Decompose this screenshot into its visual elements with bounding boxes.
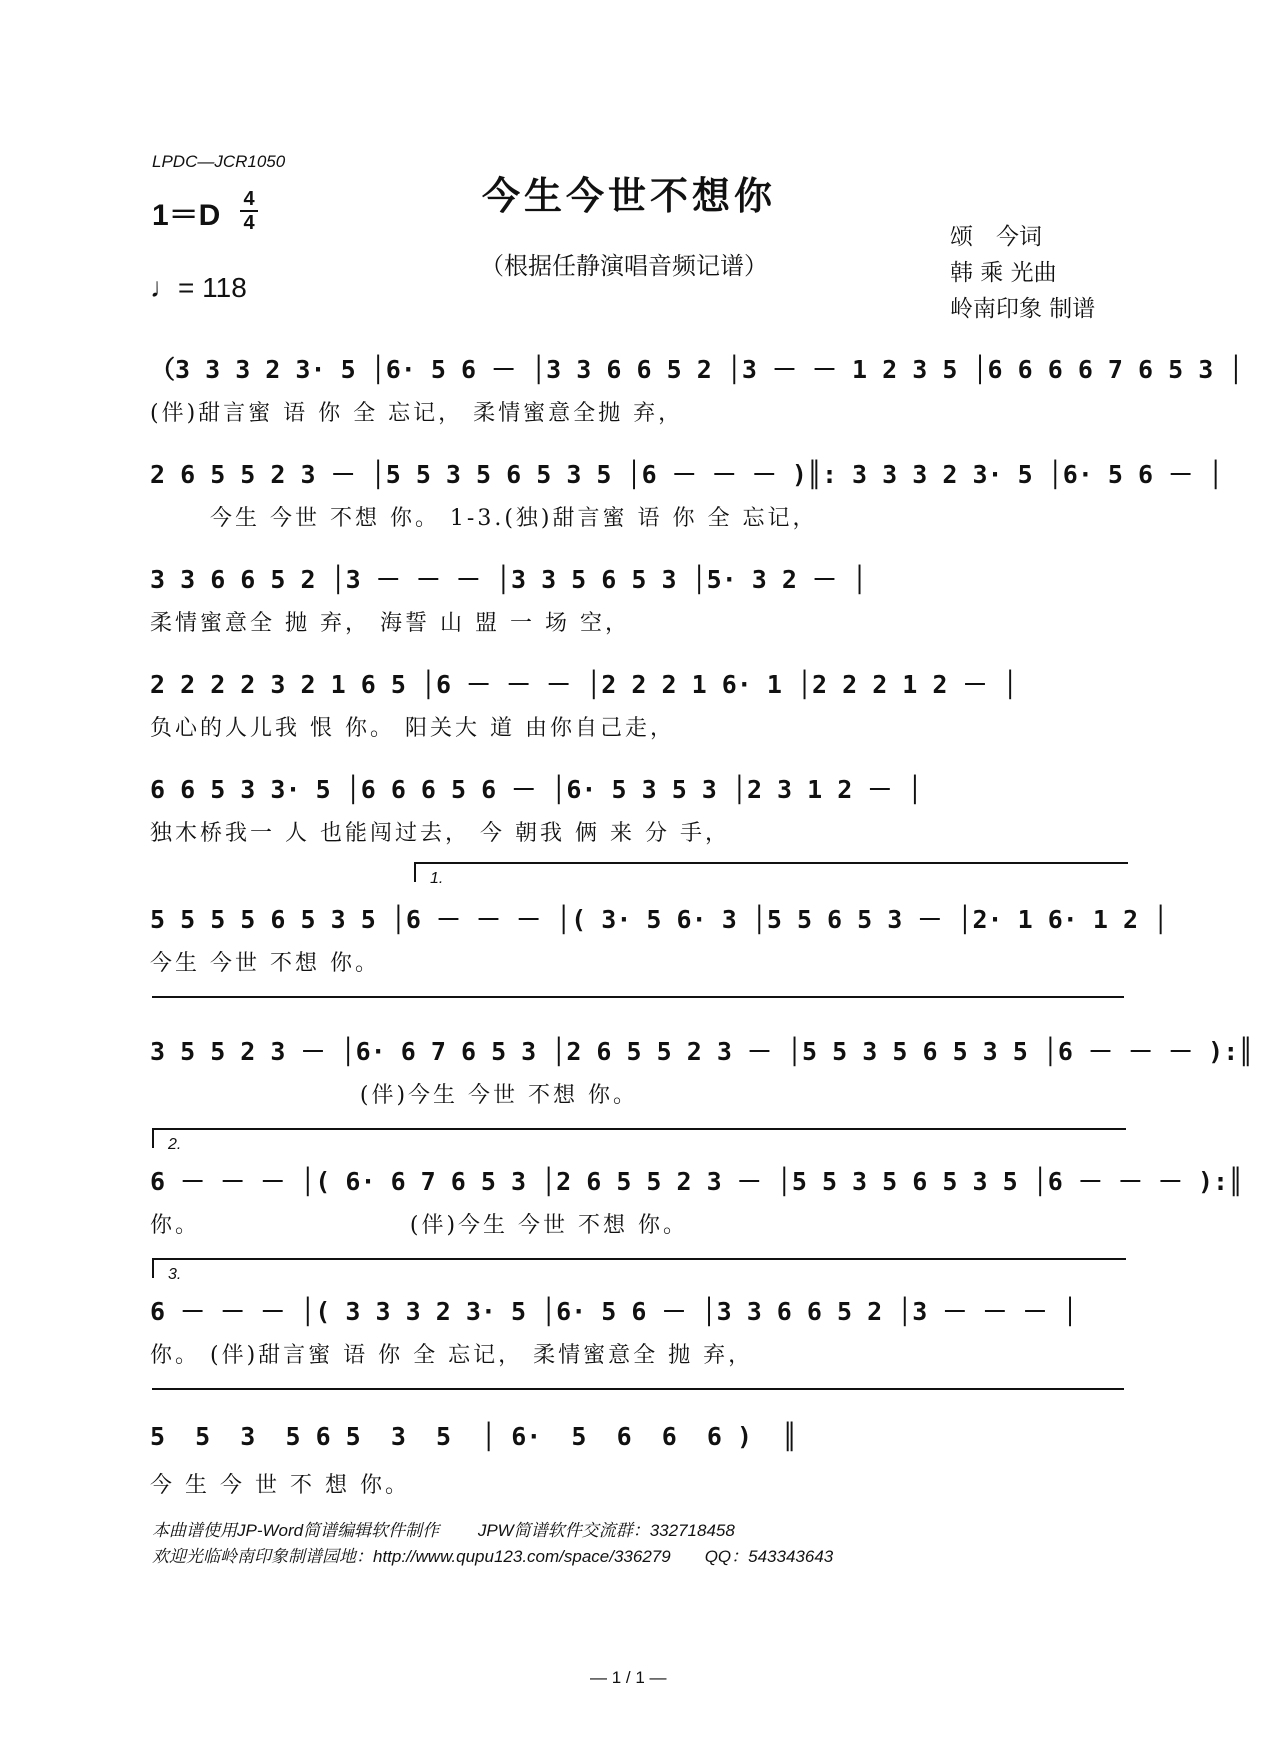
- footer-line-2: 欢迎光临岭南印象制谱园地：http://www.qupu123.com/space/336279 QQ：543343643: [152, 1547, 834, 1566]
- time-signature-top: 4: [243, 188, 255, 210]
- first-ending-label: 1.: [430, 870, 444, 887]
- second-ending-label: 2.: [168, 1136, 182, 1153]
- key-signature: 1＝D: [152, 199, 221, 232]
- third-ending-continuation-line: [152, 1388, 1124, 1390]
- first-ending-continuation-line: [152, 996, 1124, 998]
- second-ending-bracket: [152, 1128, 1126, 1153]
- song-title: 今生今世不想你: [482, 173, 777, 218]
- notation-line: 3 3 6 6 5 2 │3 － － － │3 3 5 6 5 3 │5· 3 2 － │: [150, 565, 868, 594]
- notation-line: 5 5 5 5 6 5 3 5 │6 － － － │( 3· 5 6· 3 │5 5 6 5 3 － │2· 1 6· 1 2 │: [150, 905, 1169, 934]
- notation-line: 5 5 3 5 6 5 3 5 │ 6· 5 6 6 6 ) ║: [150, 1422, 798, 1451]
- notation-line: 6 － － － │( 3 3 3 2 3· 5 │6· 5 6 － │3 3 6 6 5 2 │3 － － － │: [150, 1297, 1078, 1326]
- lyric-line: 柔情蜜意全 抛 弃， 海誓 山 盟 一 场 空，: [150, 611, 630, 636]
- notation-line: 2 2 2 2 3 2 1 6 5 │6 － － － │2 2 2 1 6· 1 │2 2 2 1 2 － │: [150, 670, 1018, 699]
- song-subtitle: （根据任静演唱音频记谱）: [480, 252, 768, 280]
- notation-line: 3 5 5 2 3 － │6· 6 7 6 5 3 │2 6 5 5 2 3 － │5 5 3 5 6 5 3 5 │6 － － － ):║: [150, 1037, 1254, 1066]
- lyric-line: 独木桥我一 人 也能闯过去， 今 朝我 俩 来 分 手，: [150, 821, 730, 846]
- time-signature: [238, 188, 260, 234]
- lyric-line: 你。 (伴)今生 今世 不想 你。: [150, 1213, 689, 1238]
- lyric-line: (伴)甜言蜜 语 你 全 忘记， 柔情蜜意全抛 弃，: [150, 401, 684, 426]
- lyric-line: 今生 今世 不想 你。 1-3.(独)甜言蜜 语 你 全 忘记，: [150, 506, 818, 531]
- first-ending-bracket: [414, 862, 1128, 887]
- notation-line: 6 6 5 3 3· 5 │6 6 6 5 6 － │6· 5 3 5 3 │2 3 1 2 － │: [150, 775, 923, 804]
- notation-line: 2 6 5 5 2 3 － │5 5 3 5 6 5 3 5 │6 － － － )║: 3 3 3 2 3· 5 │6· 5 6 － │: [150, 460, 1224, 489]
- lyric-line: 今生 今世 不想 你。: [150, 951, 380, 976]
- arranger-credit: 岭南印象 制谱: [950, 296, 1096, 322]
- tempo-mark: ♩= 118: [150, 272, 247, 303]
- lyricist-credit: 颂 今词: [950, 224, 1042, 250]
- lyric-line: 今 生 今 世 不 想 你。: [150, 1473, 410, 1498]
- composer-credit: 韩 乘 光曲: [950, 260, 1057, 286]
- lyric-line: 负心的人儿我 恨 你。 阳关大 道 由你自己走，: [150, 716, 675, 741]
- third-ending-label: 3.: [168, 1266, 182, 1283]
- footer-line-1: 本曲谱使用JP-Word简谱编辑软件制作 JPW简谱软件交流群：332718458: [152, 1521, 735, 1540]
- page-number: — 1 / 1 —: [590, 1668, 667, 1687]
- lyric-line: (伴)今生 今世 不想 你。: [150, 1083, 639, 1108]
- notation-line: 6 － － － │( 6· 6 7 6 5 3 │2 6 5 5 2 3 － │5 5 3 5 6 5 3 5 │6 － － － ):║: [150, 1167, 1244, 1196]
- score-code: LPDC—JCR1050: [152, 152, 286, 171]
- lyric-line: 你。 (伴)甜言蜜 语 你 全 忘记， 柔情蜜意全 抛 弃，: [150, 1343, 754, 1368]
- third-ending-bracket: [152, 1258, 1126, 1283]
- time-signature-bottom: 4: [243, 212, 255, 234]
- notation-line: （3 3 3 2 3· 5 │6· 5 6 － │3 3 6 6 5 2 │3 － － 1 2 3 5 │6 6 6 6 7 6 5 3 │: [150, 355, 1244, 384]
